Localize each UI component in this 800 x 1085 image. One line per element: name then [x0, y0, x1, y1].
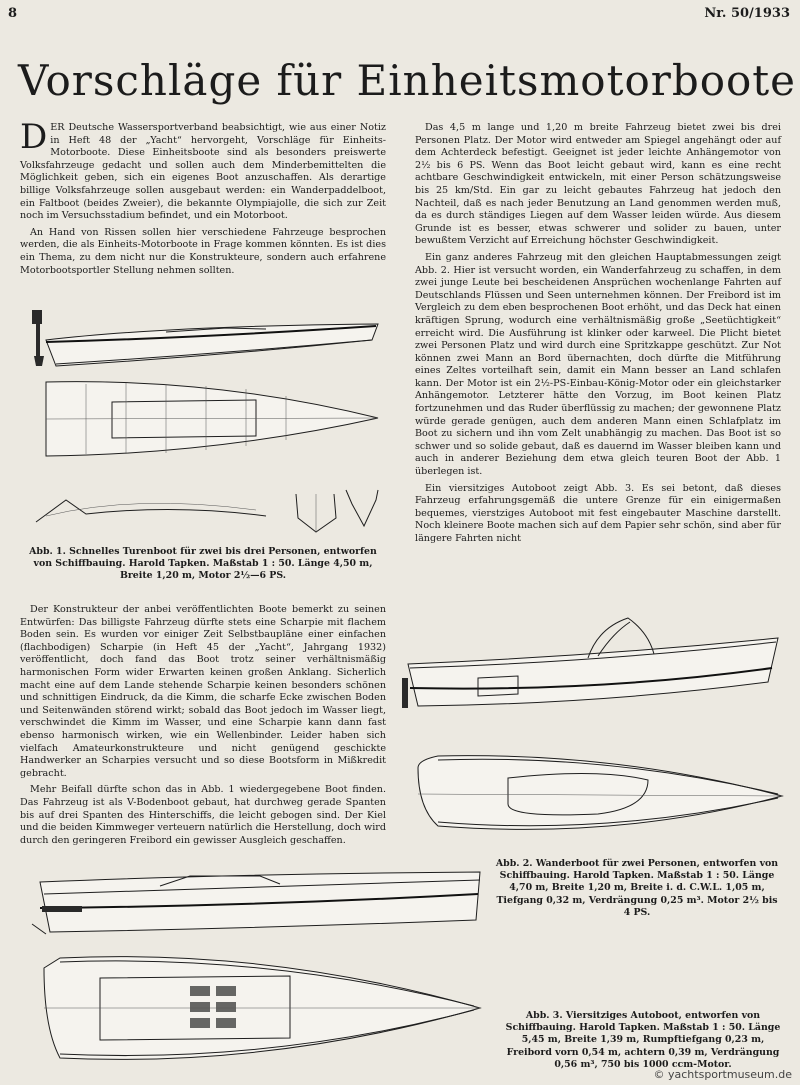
watermark: © yachtsportmuseum.de	[653, 1068, 792, 1081]
paragraph-scharpie: Der Konstrukteur der anbei veröffentlichten Boote bemerkt zu seinen Entwürfen: Das billigste Fahrzeug dürfte stets eine Scharpie mit flachem Boden sein. Es wurden vor einiger Zeit Selbstbaupläne einer einfachen (flachbodigen) Scharpie (in Heft 45 der „Yacht“, Jahrgang 1932) veröffentlicht, doch fand das Boot trotz seiner verhältnismäßig harmonischen Form wider Erwarten keinen großen Anklang. Sicherlich macht eine auf dem Lande stehende Scharpie keinen besonders schönen und schnittigen Eindruck, da die Kimm, die scharfe Ecke zwischen Boden und Seitenwänden störend wirkt; sobald das Boot jedoch im Wasser liegt, verschwindet die Kimm im Wasser, und eine Scharpie kann dann fast ebenso harmonisch wirken, wie ein Wellenbinder. Leider haben sich vielfach Amateurkonstrukteure und nicht genügend geschickte Handwerker an Scharpies versucht und so diese Bootsform in Mißkredit gebracht.	[20, 604, 386, 779]
intro-paragraph: DER Deutsche Wassersportverband beabsichtigt, wie aus einer Notiz in Heft 48 der „Yacht“ hervorgeht, Vorschläge für Einheits-Motorboote. Diese Einheitsboote sind als besonders preiswerte Volksfahrzeuge gedacht und sollen auch dem Minderbemittelten die Möglichkeit geben, sich ein eigenes Boot anzuschaffen. Als derartige billige Volksfahrzeuge sollen ausgebaut werden: ein Wanderpaddelboot, ein Faltboot (beides Zweier), die bekannte Olympiajolle, die sich zur Zeit noch im Versuchsstadium befindet, und ein Motorboot.	[20, 117, 386, 222]
article-title: Vorschläge für Einheitsmotorboote	[18, 56, 797, 105]
boat-2-plan	[418, 756, 782, 830]
column-2-text	[415, 122, 781, 550]
paragraph-risse: An Hand von Rissen sollen hier verschiedene Fahrzeuge besprochen werden, die als Einheits-Motorboote in Frage kommen könnten. Es ist dies ein Thema, zu dem nicht nur die Konstrukteure, sondern auch erfahrene Motorbootsportler Stellung nehmen sollten.	[20, 226, 386, 276]
drop-cap: D	[20, 117, 48, 157]
figure-1-drawing	[16, 304, 392, 544]
designer-text	[20, 604, 386, 851]
caption-figure-1: Abb. 1. Schnelles Turenboot für zwei bis drei Personen, entworfen von Schiffbauing. Harold Tapken. Maßstab 1 : 50. Länge 4,50 m, Breite 1,20 m, Motor 2½—6 PS.	[29, 546, 377, 582]
boat-3-plan	[44, 957, 480, 1060]
caption-figure-3: Abb. 3. Viersitziges Autoboot, entworfen von Schiffbauing. Harold Tapken. Maßstab 1 : 50. Länge 5,45 m, Breite 1,39 m, Rumpftiefgang 0,23 m, Freibord vorn 0,54 m, achtern 0,39 m, Verdrängung 0,56 m³, 750 bis 1000 ccm-Motor.	[505, 1010, 781, 1070]
page-number: 8	[8, 6, 18, 21]
figure-2-drawing	[398, 608, 794, 858]
paragraph-dimensions: Das 4,5 m lange und 1,20 m breite Fahrzeug bietet zwei bis drei Personen Platz. Der Motor wird entweder am Spiegel angehängt oder auf dem Achterdeck befestigt. Geeignet ist jeder leichte Anhängemotor von 2½ bis 6 PS. Wenn das Boot leicht gebaut wird, kann es eine recht achtbare Geschwindigkeit entwickeln, mit einer Person schätzungsweise bis 25 km/Std. Ein gar zu leicht gebautes Fahrzeug hat jedoch den Nachteil, daß es nach jeder Benutzung an Land genommen werden muß, da es durch ständiges Liegen auf dem Wasser leiden würde. Aus diesem Grunde ist es besser, etwas schwerer und solider zu bauen, unter bewußtem Verzicht auf Erreichung höchster Geschwindigkeit.	[415, 122, 781, 247]
caption-figure-2: Abb. 2. Wanderboot für zwei Personen, entworfen von Schiffbauing. Harold Tapken. Maßstab 1 : 50. Länge 4,70 m, Breite 1,20 m, Breite i. d. C.W.L. 1,05 m, Tiefgang 0,32 m, Verdrängung 0,25 m³. Motor 2½ bis 4 PS.	[495, 858, 779, 918]
figure-3-drawing	[30, 868, 494, 1068]
boat-3-profile	[32, 872, 480, 934]
intro-text	[20, 117, 386, 281]
boat-2-profile	[402, 618, 778, 708]
issue-number: Nr. 50/1933	[704, 6, 790, 21]
paragraph-abb1: Mehr Beifall dürfte schon das in Abb. 1 wiedergegebene Boot finden. Das Fahrzeug ist als V-Bodenboot gebaut, hat durchweg gerade Spanten bis auf drei Spanten des Hinterschiffs, die leicht gebogen sind. Der Kiel und die beiden Kimmweger verteuern natürlich die Herstellung, doch wird durch den geringeren Freibord ein gewisser Ausgleich geschaffen.	[20, 784, 386, 846]
paragraph-abb2: Ein ganz anderes Fahrzeug mit den gleichen Hauptabmessungen zeigt Abb. 2. Hier ist versucht worden, ein Wanderfahrzeug zu schaffen, in dem zwei junge Leute bei bescheidenen Ansprüchen wochenlange Fahrten auf Deutschlands Flüssen und Seen unternehmen können. Der Freibord ist im Vergleich zu dem eben besprochenen Boot erhöht, und das Deck hat einen kräftigen Sprung, wodurch eine verhältnismäßig große „Seetüchtigkeit“ erreicht wird. Die Ausführung ist klinker oder karweel. Die Plicht bietet zwei Personen Platz und wird durch eine Spritzkappe geschützt. Zur Not können zwei Mann an Bord übernachten, doch dürfte die Mitführung eines Zeltes vorteilhaft sein, damit ein Mann besser an Land schlafen kann. Der Motor ist ein 2½-PS-Einbau-König-Motor oder ein gleichstarker Anhängemotor. Letzterer hätte den Vorzug, im Boot keinen Platz fortzunehmen und das Ruder überflüssig zu machen; der gewonnene Platz würde gerade genügen, auch dem anderen Mann einen Schlafplatz im Boot zu sichern und ihn vom Zelt unabhängig zu machen. Das Boot ist so schwer und so solide gebaut, daß es dauernd im Wasser bleiben kann und auch in anderer Beziehung dem etwa gleich teuren Boot der Abb. 1 überlegen ist.	[415, 251, 781, 478]
boat-1-profile	[32, 310, 378, 366]
boat-1-plan	[46, 382, 378, 456]
paragraph-abb3: Ein viersitziges Autoboot zeigt Abb. 3. Es sei betont, daß dieses Fahrzeug erfahrungsgemäß die untere Grenze für ein einigermaßen bequemes, vierstziges Autoboot mit fest eingebauter Maschine darstellt. Noch kleinere Boote machen sich auf dem Papier sehr schön, sind aber für längere Fahrten nicht	[415, 482, 781, 544]
boat-1-lines	[36, 490, 378, 532]
